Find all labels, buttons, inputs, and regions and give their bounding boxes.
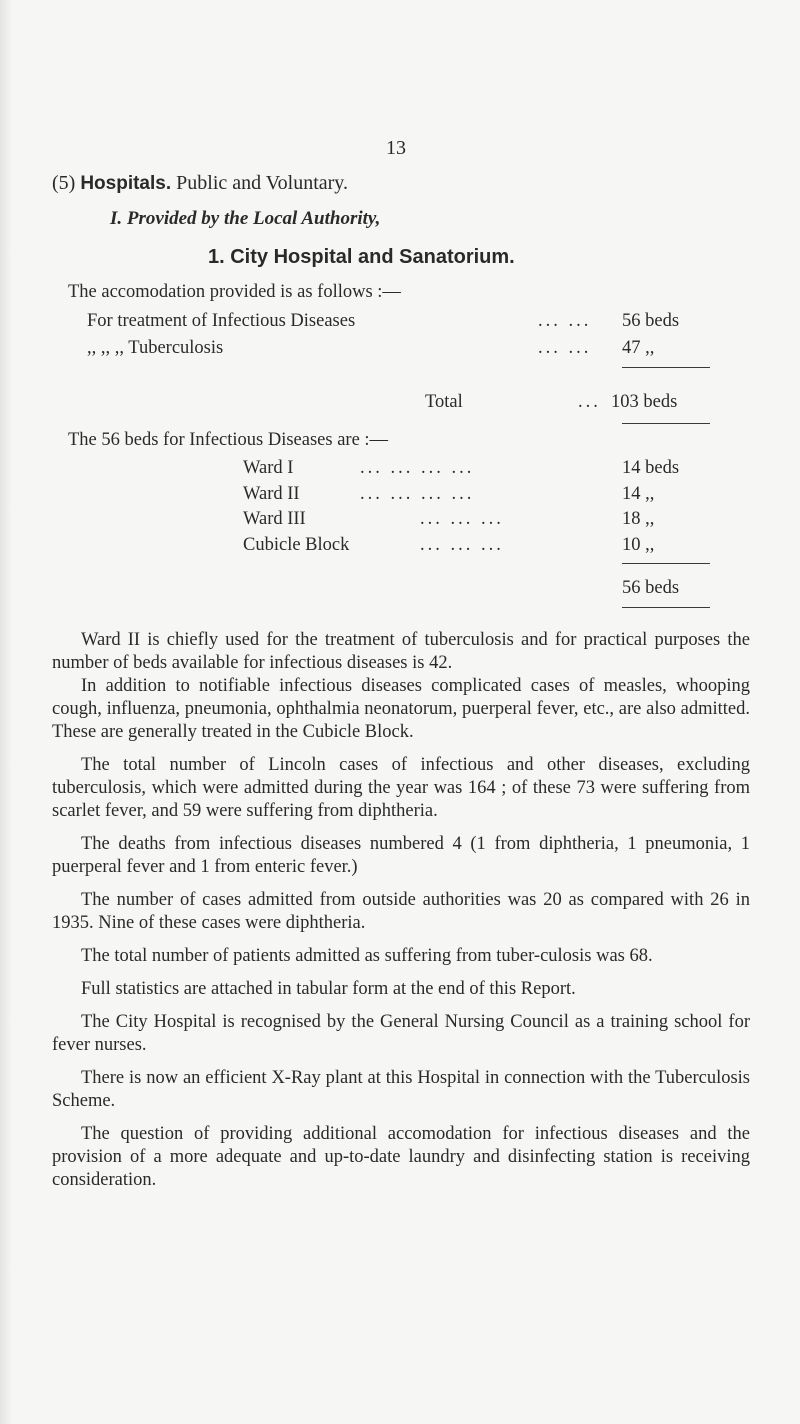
ward-row-dots: ... ... ... <box>420 535 504 555</box>
section-heading <box>52 172 348 195</box>
paragraph: Full statistics are attached in tabular form at the end of this Report. <box>81 979 576 999</box>
ward-row-value: 18 ,, <box>622 509 655 529</box>
paragraph: In addition to notifiable infectious diseases complicated cases of measles, whooping cough, influenza, pneumonia, ophthalmia neonatorum, puerperal fever, etc., are also admitted. These are generally treated in the Cubicle Block. <box>52 676 750 742</box>
paragraph: The question of providing additional accomodation for infectious diseases and the provision of a more adequate and up-to-date laundry and disinfecting station is receiving consideration. <box>52 1124 750 1190</box>
ward-row-label: Ward II <box>243 484 300 504</box>
paragraph: The number of cases admitted from outside authorities was 20 as compared with 26 in 1935. Nine of these cases were diphtheria. <box>52 890 750 933</box>
accommodation-total-value: 103 beds <box>611 392 678 412</box>
section-subtitle: Public and Voluntary. <box>176 172 348 194</box>
paragraph: The total number of Lincoln cases of infectious and other diseases, excluding tuberculosis, which were admitted during the year was 164 ; of these 73 were suffering from scarlet fever, and 59 were suffering from diphtheria. <box>52 755 750 821</box>
section-title: Hospitals. <box>80 173 172 194</box>
page-edge-shadow <box>0 0 12 1424</box>
paragraph: Ward II is chiefly used for the treatment of tuberculosis and for practical purposes the number of beds available for infectious diseases is 42. <box>52 630 750 673</box>
accommodation-row-label: For treatment of Infectious Diseases <box>87 311 356 331</box>
paragraph: The deaths from infectious diseases numbered 4 (1 from diphtheria, 1 pneumonia, 1 puerperal fever and 1 from enteric fever.) <box>52 834 750 877</box>
subtotal-rule <box>622 367 710 368</box>
ward-row-dots: ... ... ... ... <box>360 484 475 504</box>
ward-row-label: Cubicle Block <box>243 535 350 555</box>
ward-row-dots: ... ... ... <box>420 509 504 529</box>
body-text <box>52 629 750 1192</box>
wards-subtotal-rule <box>622 563 710 564</box>
paragraph: The total number of patients admitted as suffering from tuber-culosis was 68. <box>81 946 653 966</box>
accommodation-total-label: Total <box>425 392 463 412</box>
accommodation-row-value: 56 beds <box>622 311 680 331</box>
ward-row-value: 10 ,, <box>622 535 655 555</box>
ward-row-value: 14 ,, <box>622 484 655 504</box>
accommodation-row-value: 47 ,, <box>622 338 655 358</box>
wards-intro: The 56 beds for Infectious Diseases are :— <box>68 430 389 450</box>
accommodation-intro: The accomodation provided is as follows :— <box>68 282 401 302</box>
accommodation-row-dots: ... ... <box>538 338 592 358</box>
paragraph: There is now an efficient X-Ray plant at this Hospital in connection with the Tuberculosis Scheme. <box>52 1068 750 1111</box>
accommodation-row-dots: ... ... <box>538 311 592 331</box>
subsection-heading: I. Provided by the Local Authority, <box>110 208 381 229</box>
page-number: 13 <box>386 137 406 159</box>
accommodation-total-dots: ... <box>578 392 601 412</box>
accommodation-row-label: ,, ,, ,, Tuberculosis <box>87 338 224 358</box>
total-rule <box>622 423 710 424</box>
hospital-title: 1. City Hospital and Sanatorium. <box>208 246 515 268</box>
wards-total-value: 56 beds <box>622 578 680 598</box>
paragraph: The City Hospital is recognised by the General Nursing Council as a training school for fever nurses. <box>52 1012 750 1055</box>
ward-row-label: Ward I <box>243 458 294 478</box>
wards-total-rule <box>622 607 710 608</box>
ward-row-value: 14 beds <box>622 458 680 478</box>
ward-row-dots: ... ... ... ... <box>360 458 475 478</box>
ward-row-label: Ward III <box>243 509 306 529</box>
section-number: (5) <box>52 172 76 194</box>
